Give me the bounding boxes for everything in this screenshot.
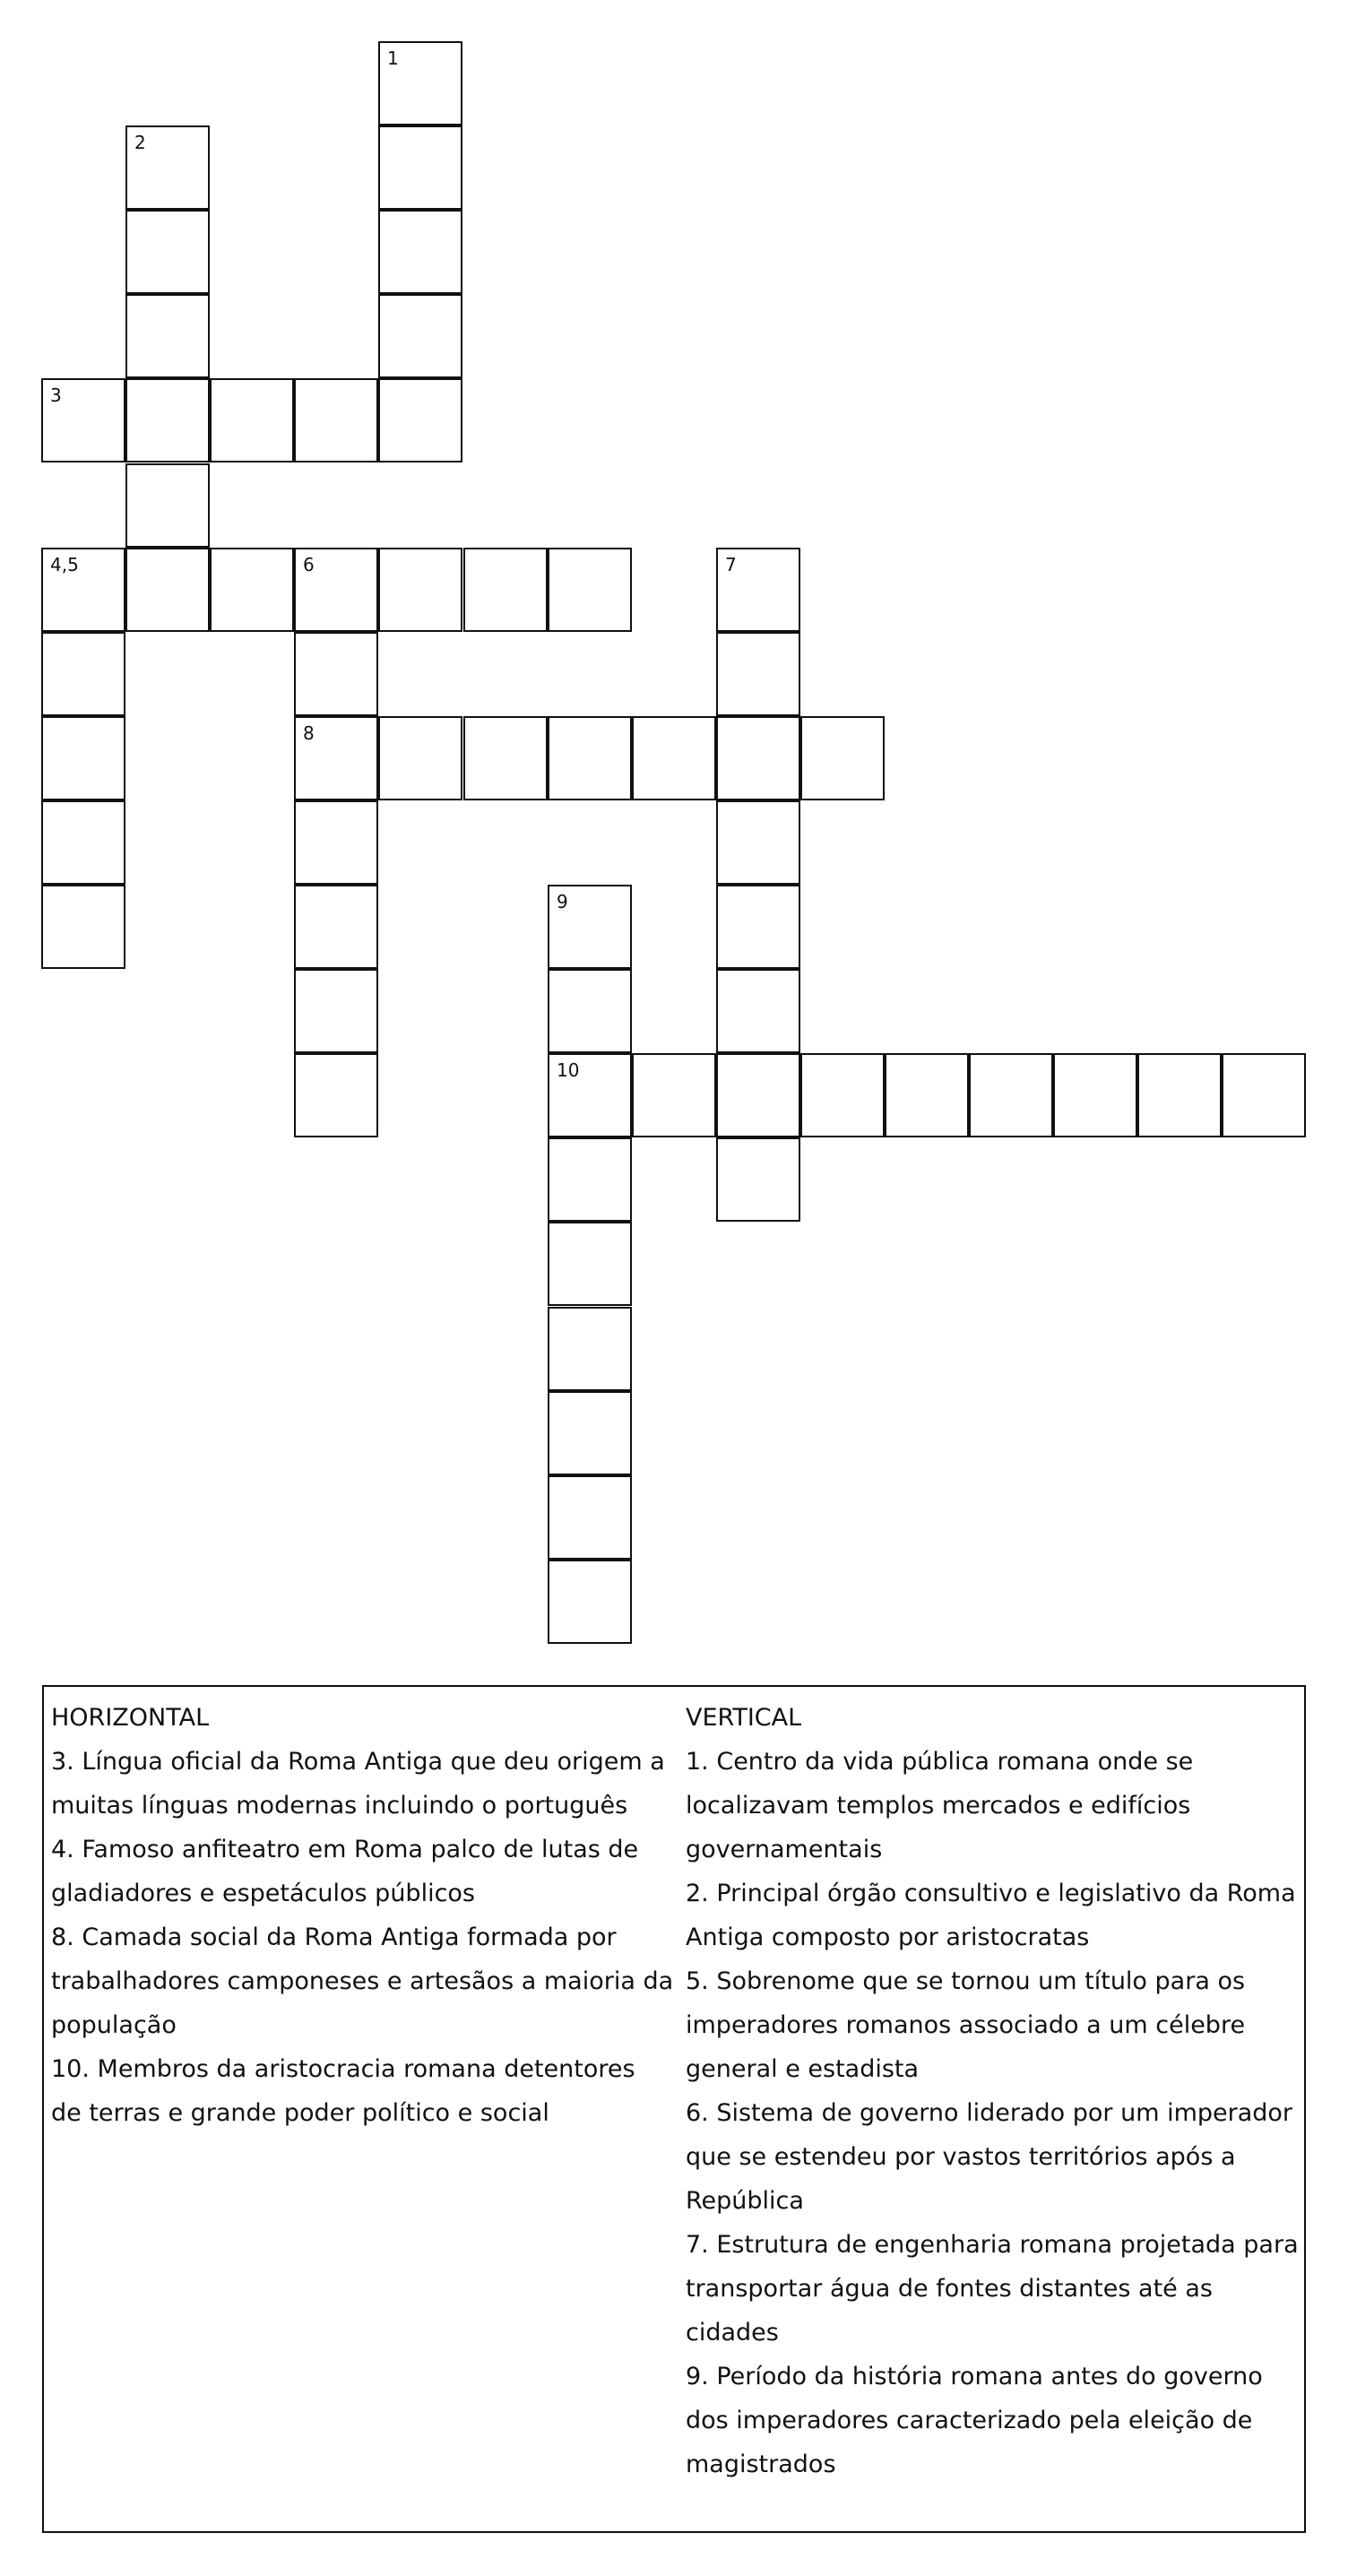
crossword-cell[interactable] [716,969,800,1053]
crossword-cell[interactable] [1222,1053,1306,1137]
clue-line: general e estadista [686,2055,920,2083]
horizontal-clues [51,1696,678,2135]
crossword-cell[interactable] [885,1053,969,1137]
crossword-cell[interactable] [125,125,210,210]
clue-line: 5. Sobrenome que se tornou um título para os [686,1967,1246,1995]
crossword-cell[interactable] [716,885,800,969]
horizontal-heading: HORIZONTAL [51,1704,210,1732]
clue-line: transportar água de fontes distantes até as [686,2275,1213,2303]
clue-number: 7 [725,554,737,575]
clue-line: muitas línguas modernas incluindo o português [51,1792,628,1820]
crossword-cell[interactable] [378,716,462,800]
crossword-cell[interactable] [41,716,125,800]
crossword-cell[interactable] [294,1053,378,1137]
crossword-cell[interactable] [716,800,800,885]
crossword-cell[interactable] [378,210,462,294]
crossword-cell[interactable] [378,41,462,125]
crossword-cell[interactable] [41,800,125,885]
clue-line: 2. Principal órgão consultivo e legislativo da Roma [686,1880,1296,1907]
crossword-cell[interactable] [125,463,210,548]
crossword-cell[interactable] [548,1560,632,1644]
clue-line: Antiga composto por aristocratas [686,1923,1090,1951]
crossword-cell[interactable] [210,378,294,462]
clue-number: 9 [557,891,568,912]
crossword-cell[interactable] [378,294,462,378]
crossword-cell[interactable] [548,969,632,1053]
vertical-clues [686,1696,1300,2486]
crossword-cell[interactable] [548,1222,632,1306]
crossword-cell[interactable] [378,378,462,462]
crossword-cell[interactable] [125,378,210,462]
crossword-cell[interactable] [548,1053,632,1137]
crossword-cell[interactable] [632,1053,716,1137]
clue-line: de terras e grande poder político e social [51,2099,549,2127]
clue-number: 4,5 [50,554,79,575]
crossword-cell[interactable] [294,632,378,716]
crossword-cell[interactable] [716,1137,800,1222]
clue-line: 10. Membros da aristocracia romana detentores [51,2055,635,2083]
crossword-cell[interactable] [41,378,125,462]
crossword-cell[interactable] [294,378,378,462]
crossword-cell[interactable] [125,548,210,632]
clue-line: trabalhadores camponeses e artesãos a maioria da [51,1967,674,1995]
clue-line: magistrados [686,2451,836,2478]
crossword-cell[interactable] [294,885,378,969]
clue-line: imperadores romanos associado a um célebre [686,2011,1246,2039]
clue-number: 2 [134,132,146,153]
clue-line: população [51,2011,177,2039]
clues-box [42,1685,1306,2533]
clue-line: República [686,2187,804,2215]
crossword-cell[interactable] [294,800,378,885]
clue-line: 8. Camada social da Roma Antiga formada por [51,1923,617,1951]
crossword-cell[interactable] [210,548,294,632]
crossword-cell[interactable] [632,716,716,800]
clue-number: 6 [303,554,315,575]
crossword-cell[interactable] [294,548,378,632]
clue-line: governamentais [686,1836,883,1863]
clue-line: cidades [686,2319,779,2347]
clue-line: localizavam templos mercados e edifícios [686,1792,1191,1820]
crossword-cell[interactable] [378,125,462,210]
clue-line: 1. Centro da vida pública romana onde se [686,1748,1194,1776]
crossword-cell[interactable] [125,294,210,378]
vertical-heading: VERTICAL [686,1704,802,1732]
crossword-cell[interactable] [1137,1053,1222,1137]
crossword-cell[interactable] [716,716,800,800]
crossword-cell[interactable] [548,1475,632,1560]
crossword-cell[interactable] [548,716,632,800]
clue-line: 9. Período da história romana antes do governo [686,2363,1263,2390]
crossword-cell[interactable] [463,548,548,632]
crossword-cell[interactable] [716,1053,800,1137]
crossword-cell[interactable] [41,885,125,969]
crossword-cell[interactable] [800,716,885,800]
crossword-cell[interactable] [41,632,125,716]
crossword-cell[interactable] [548,548,632,632]
crossword-cell[interactable] [294,716,378,800]
clue-number: 8 [303,722,315,744]
clue-line: que se estendeu por vastos territórios após a [686,2143,1236,2171]
crossword-cell[interactable] [716,548,800,632]
crossword-cell[interactable] [548,885,632,969]
clue-line: 3. Língua oficial da Roma Antiga que deu origem a [51,1748,665,1776]
clue-number: 3 [50,385,62,406]
crossword-cell[interactable] [969,1053,1053,1137]
crossword-cell[interactable] [125,210,210,294]
clue-line: 6. Sistema de governo liderado por um imperador [686,2099,1293,2127]
crossword-cell[interactable] [548,1137,632,1222]
clue-line: gladiadores e espetáculos públicos [51,1880,476,1907]
crossword-cell[interactable] [548,1307,632,1391]
crossword-cell[interactable] [463,716,548,800]
crossword-cell[interactable] [548,1391,632,1475]
clue-line: 7. Estrutura de engenharia romana projetada para [686,2231,1299,2259]
clue-line: 4. Famoso anfiteatro em Roma palco de lutas de [51,1836,639,1863]
clue-line: dos imperadores caracterizado pela eleição de [686,2407,1253,2434]
crossword-cell[interactable] [1053,1053,1137,1137]
crossword-cell[interactable] [716,632,800,716]
clue-number: 10 [557,1059,580,1081]
crossword-cell[interactable] [378,548,462,632]
crossword-cell[interactable] [294,969,378,1053]
clue-number: 1 [387,48,399,69]
crossword-cell[interactable] [800,1053,885,1137]
crossword-cell[interactable] [41,548,125,632]
